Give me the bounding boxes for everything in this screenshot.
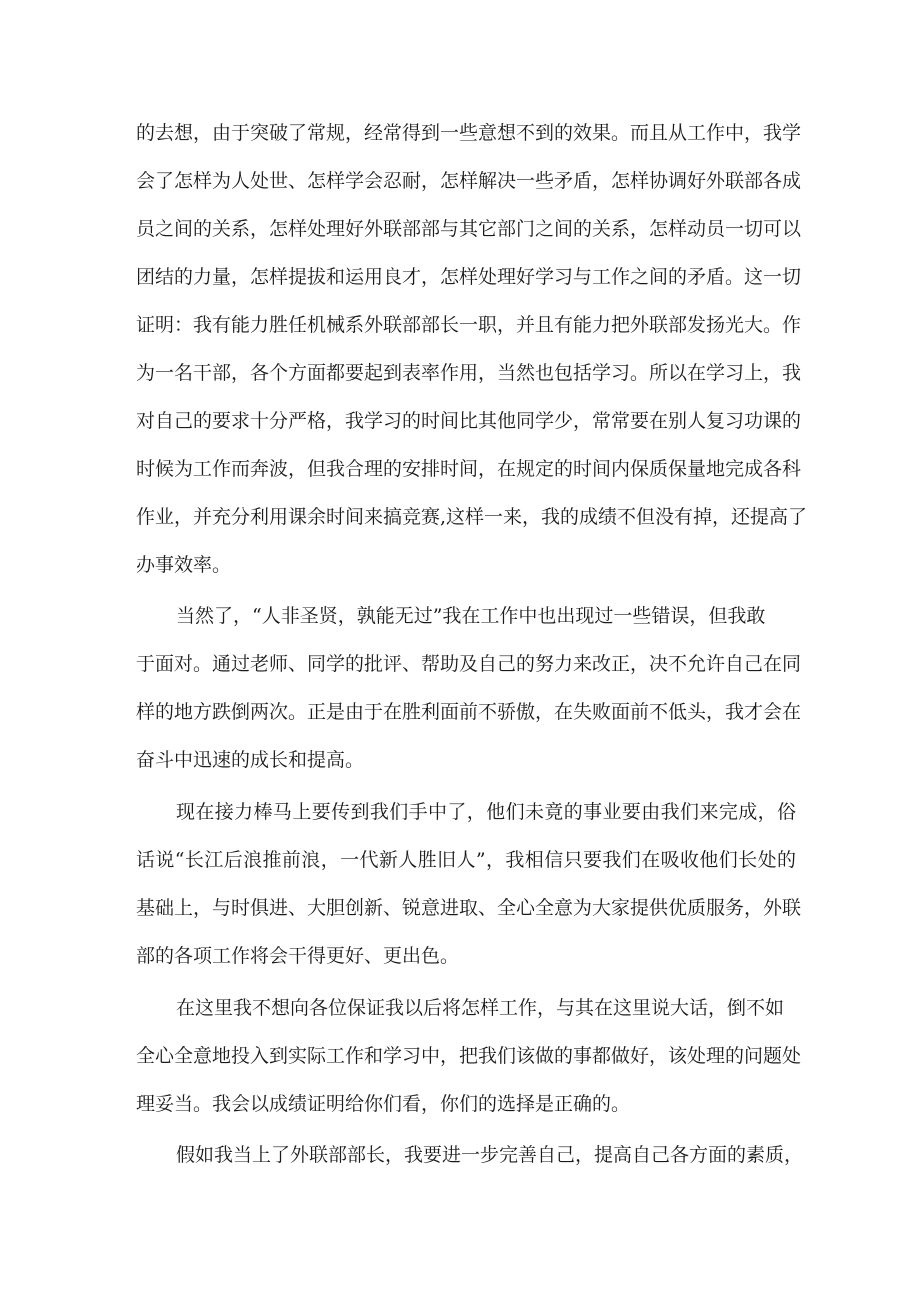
paragraph-4-line-3: 理妥当。我会以成绩证明给你们看，你们的选择是正确的。 bbox=[136, 1093, 631, 1115]
paragraph-2-line-3: 样的地方跌倒两次。正是由于在胜利面前不骄傲，在失败面前不低头，我才会在 bbox=[136, 701, 802, 723]
paragraph-1-line-8: 时候为工作而奔波，但我合理的安排时间，在规定的时间内保质保量地完成各科 bbox=[136, 458, 802, 480]
paragraph-3-line-3: 基础上，与时俱进、大胆创新、锐意进取、全心全意为大家提供优质服务，外联 bbox=[136, 897, 802, 919]
paragraph-4-line-1: 在这里我不想向各位保证我以后将怎样工作，与其在这里说大话，倒不如 bbox=[176, 997, 785, 1019]
paragraph-3-line-1: 现在接力棒马上要传到我们手中了，他们未竟的事业要由我们来完成，俗 bbox=[176, 801, 796, 823]
paragraph-1-line-4: 团结的力量，怎样提拔和运用良才，怎样处理好学习与工作之间的矛盾。这一切 bbox=[136, 266, 802, 288]
paragraph-2-line-2: 于面对。通过老师、同学的批评、帮助及自己的努力来改正，决不允许自己在同 bbox=[136, 653, 802, 675]
paragraph-1-line-9: 作业，并充分利用课余时间来搞竞赛,这样一来，我的成绩不但没有掉，还提高了 bbox=[136, 506, 808, 528]
paragraph-2-line-4: 奋斗中迅速的成长和提高。 bbox=[136, 749, 365, 771]
paragraph-1-line-5: 证明：我有能力胜任机械系外联部部长一职，并且有能力把外联部发扬光大。作 bbox=[136, 314, 802, 336]
paragraph-3-line-4: 部的各项工作将会干得更好、更出色。 bbox=[136, 945, 460, 967]
paragraph-1-line-2: 会了怎样为人处世、怎样学会忍耐，怎样解决一些矛盾，怎样协调好外联部各成 bbox=[136, 170, 802, 192]
paragraph-1-line-3: 员之间的关系，怎样处理好外联部部与其它部门之间的关系，怎样动员一切可以 bbox=[136, 218, 802, 240]
paragraph-4-line-2: 全心全意地投入到实际工作和学习中，把我们该做的事都做好，该处理的问题处 bbox=[136, 1045, 802, 1067]
paragraph-1-line-10: 办事效率。 bbox=[136, 554, 232, 576]
paragraph-2-line-1: 当然了，“人非圣贤，孰能无过”我在工作中也出现过一些错误，但我敢 bbox=[176, 605, 766, 627]
paragraph-1-line-1: 的去想，由于突破了常规，经常得到一些意想不到的效果。而且从工作中，我学 bbox=[136, 122, 802, 144]
paragraph-1-line-7: 对自己的要求十分严格，我学习的时间比其他同学少，常常要在别人复习功课的 bbox=[136, 410, 802, 432]
paragraph-1-line-6: 为一名干部，各个方面都要起到表率作用，当然也包括学习。所以在学习上，我 bbox=[136, 362, 802, 384]
paragraph-5-line-1: 假如我当上了外联部部长，我要进一步完善自己，提高自己各方面的素质， bbox=[176, 1144, 804, 1166]
paragraph-3-line-2: 话说“长江后浪推前浪，一代新人胜旧人”，我相信只要我们在吸收他们长处的 bbox=[136, 849, 796, 871]
